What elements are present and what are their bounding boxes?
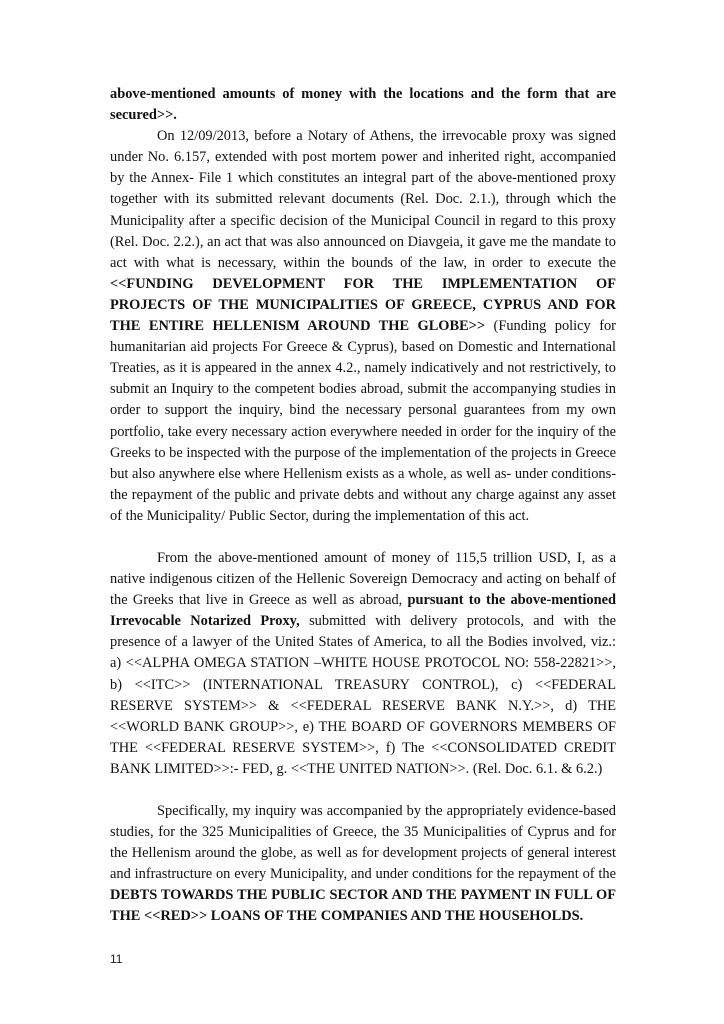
body-text: On 12/09/2013, before a Notary of Athens, the irrevocable proxy was signed under No. 6.157, extended with post mortem power and inherited right, accompanied by the Annex- File 1 which constitutes an integral part of the above-mentioned proxy together with its submitted relevant documents (Rel. Doc. 2.1.), through which the Municipality after a specific decision of the Municipal Council in regard to this proxy (Rel. Doc. 2.2.), an act that was also announced on Diavgeia, it gave me the mandate to act with what is necessary, within the bounds of the law, in order to execute the	[110, 128, 616, 271]
bold-text: above-mentioned amounts of money with the locations and the form that are secured>>.	[110, 86, 616, 124]
paragraph-proxy	[110, 126, 616, 527]
paragraph-amount	[110, 548, 616, 780]
body-text: (Funding policy for humanitarian aid projects For Greece & Cyprus), based on Domestic and International Treaties, as it is appeared in the annex 4.2., namely indicatively and not restrictively, to submit an Inquiry to the competent bodies abroad, submit the accompanying studies in order to support the inquiry, bind the necessary personal guarantees from my own portfolio, take every necessary action everywhere needed in order for the inquiry of the Greeks to be inspected with the purpose of the implementation of the projects in Greece but also anywhere else where Hellenism exists as a whole, as well as- under conditions- the repayment of the public and private debts and without any charge against any asset of the Municipality/ Public Sector, during the implementation of this act.	[110, 318, 616, 524]
body-text: Specifically, my inquiry was accompanied by the appropriately evidence-based studies, for the 325 Municipalities of Greece, the 35 Municipalities of Cyprus and for the Hellenism around the globe, as well as for development projects of general interest and infrastructure on every Municipality, and under conditions for the repayment of the	[110, 803, 616, 883]
bold-text: <<FUNDING DEVELOPMENT FOR THE IMPLEMENTATION OF PROJECTS OF THE MUNICIPALITIES OF GREECE, CYPRUS AND FOR THE ENTIRE HELLENISM AROUND THE GLOBE>>	[110, 275, 616, 335]
paragraph-continuation	[110, 84, 616, 126]
page-number: 11	[110, 952, 123, 966]
paragraph-inquiry	[110, 801, 616, 928]
body-text: submitted with delivery protocols, and with the presence of a lawyer of the United States of America, to all the Bodies involved, viz.: a) <<ALPHA OMEGA STATION –WHITE HOUSE PROTOCOL NO: 558-22821>>, b) <<ITC>> (INTERNATIONAL TREASURY CONTROL), c) <<FEDERAL RESERVE SYSTEM>> & <<FEDERAL RESERVE BANK N.Y.>>, d) THE <<WORLD BANK GROUP>>, e) THE BOARD OF GOVERNORS MEMBERS OF THE <<FEDERAL RESERVE SYSTEM>>, f) The <<CONSOLIDATED CREDIT BANK LIMITED>>:- FED, g. <<THE UNITED NATION>>. (Rel. Doc. 6.1. & 6.2.)	[110, 613, 616, 777]
body-text: From the above-mentioned amount of money of 115,5 trillion USD, I, as a native indigenous citizen of the Hellenic Sovereign Democracy and acting on behalf of the Greeks that live in Greece as well as abroad,	[110, 549, 616, 609]
bold-text: pursuant to the above-mentioned Irrevocable Notarized Proxy,	[110, 592, 616, 630]
bold-text: DEBTS TOWARDS THE PUBLIC SECTOR AND THE PAYMENT IN FULL OF THE <<RED>> LOANS OF THE COMPANIES AND THE HOUSEHOLDS.	[110, 887, 616, 925]
document-page	[110, 84, 616, 928]
